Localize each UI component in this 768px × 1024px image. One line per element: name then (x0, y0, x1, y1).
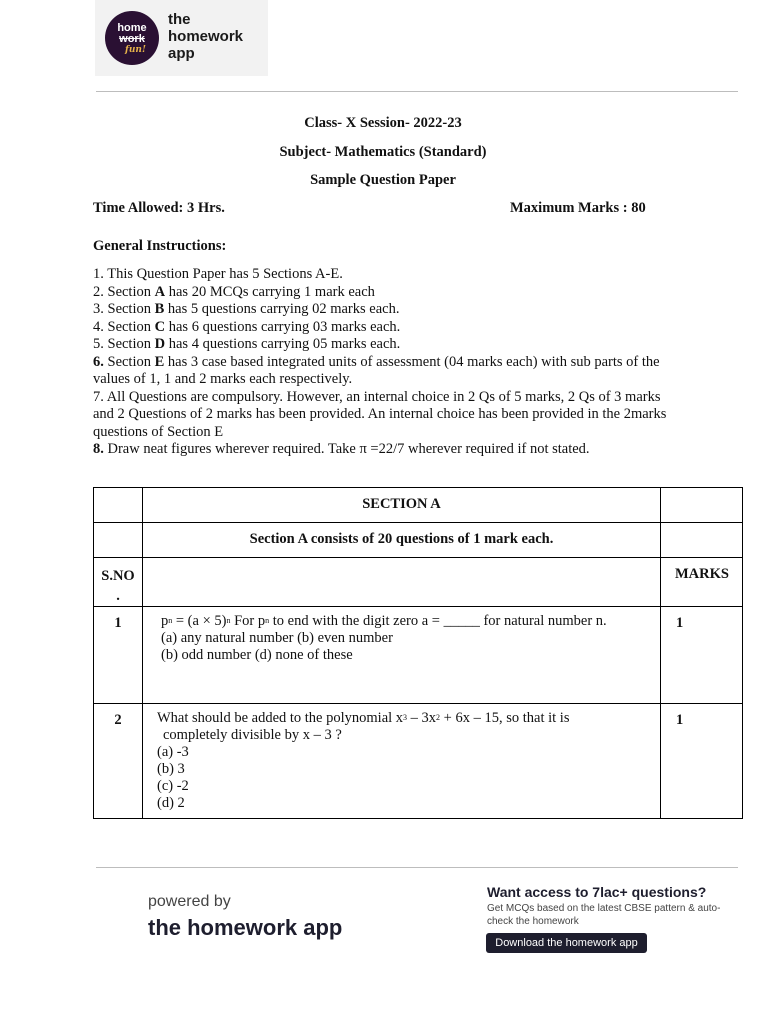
question-option: (c) -2 (157, 778, 189, 794)
table-row (94, 704, 743, 819)
question-marks: 1 (661, 607, 743, 704)
maximum-marks: Maximum Marks : 80 (510, 200, 646, 216)
question-number: 1 (94, 607, 143, 704)
cta-subtitle: Get MCQs based on the latest CBSE pattern & auto-check the homework (487, 903, 721, 927)
instruction-item: 1. This Question Paper has 5 Sections A-E. (93, 266, 343, 282)
question-options: (a) any natural number (b) even number (161, 630, 393, 646)
section-description: Section A consists of 20 questions of 1 mark each. (143, 523, 661, 558)
question-option: (d) 2 (157, 795, 185, 811)
cta-title: Want access to 7lac+ questions? (487, 884, 707, 900)
footer-app-name: the homework app (148, 915, 343, 940)
question-options: (b) odd number (d) none of these (161, 647, 353, 663)
logo-badge-line3: fun! (125, 45, 146, 55)
column-header-sno: S.NO . (94, 558, 143, 607)
download-app-button[interactable]: Download the homework app (486, 933, 647, 953)
instruction-item: 7. All Questions are compulsory. However, an internal choice in 2 Qs of 5 marks, 2 Qs of 3 marks and 2 Questions of 2 marks has been provided. An internal choice has been provided in the 2marks questions of Section E (93, 388, 667, 440)
logo-text-line2: homework (168, 28, 244, 45)
time-allowed: Time Allowed: 3 Hrs. (93, 200, 225, 216)
question-option: (b) 3 (157, 761, 185, 777)
brand-logo (95, 0, 268, 76)
instruction-item: 5. Section D has 4 questions carrying 05 marks each. (93, 336, 401, 352)
powered-by-label: powered by (148, 893, 231, 910)
logo-badge-line2: work (119, 33, 145, 45)
instruction-item: 3. Section B has 5 questions carrying 02 marks each. (93, 301, 400, 317)
subject-title: Subject- Mathematics (Standard) (279, 144, 487, 160)
instructions-heading: General Instructions: (93, 238, 227, 254)
question-text: What should be added to the polynomial $x^3 - 3x^2 + 6x - 15$, so that it is completely divisible by x – 3 ? (a) -3 (b) 3 (c) -2 (d) 2 (143, 704, 661, 819)
section-title-row (94, 488, 743, 523)
footer-divider (96, 867, 738, 868)
logo-badge-line1: home (117, 22, 147, 34)
table-row (94, 607, 743, 704)
question-marks: 1 (661, 704, 743, 819)
logo-text-line3: app (168, 45, 195, 62)
question-number: 2 (94, 704, 143, 819)
paper-type: Sample Question Paper (310, 172, 456, 188)
column-header-marks: MARKS (661, 558, 743, 607)
instructions-list (93, 266, 673, 459)
instruction-item: 6. Section E has 3 case based integrated units of assessment (04 marks each) with sub parts of the values of 1, 1 and 2 marks each respectively. (93, 353, 660, 387)
logo-wordmark (168, 11, 243, 62)
instruction-item: 2. Section A has 20 MCQs carrying 1 mark each (93, 283, 375, 300)
logo-badge (105, 11, 159, 65)
question-table (93, 487, 743, 819)
section-desc-row (94, 523, 743, 558)
logo-text-line1: the (168, 11, 191, 28)
instruction-item: 8. Draw neat figures wherever required. Take π =22/7 wherever required if not stated. (93, 441, 590, 457)
table-header-row (94, 558, 743, 607)
section-title: SECTION A (143, 488, 661, 523)
header-divider (96, 91, 738, 92)
instruction-item: 4. Section C has 6 questions carrying 03 marks each. (93, 318, 401, 335)
question-text: $p^n = (a \times 5)^n$ For $p^n$ to end with the digit zero a = _____ for natural number n. (a) any natural number (b) even number (b) odd number (d) none of these (143, 607, 661, 704)
class-session: Class- X Session- 2022-23 (304, 115, 462, 131)
question-option: (a) -3 (157, 744, 189, 760)
